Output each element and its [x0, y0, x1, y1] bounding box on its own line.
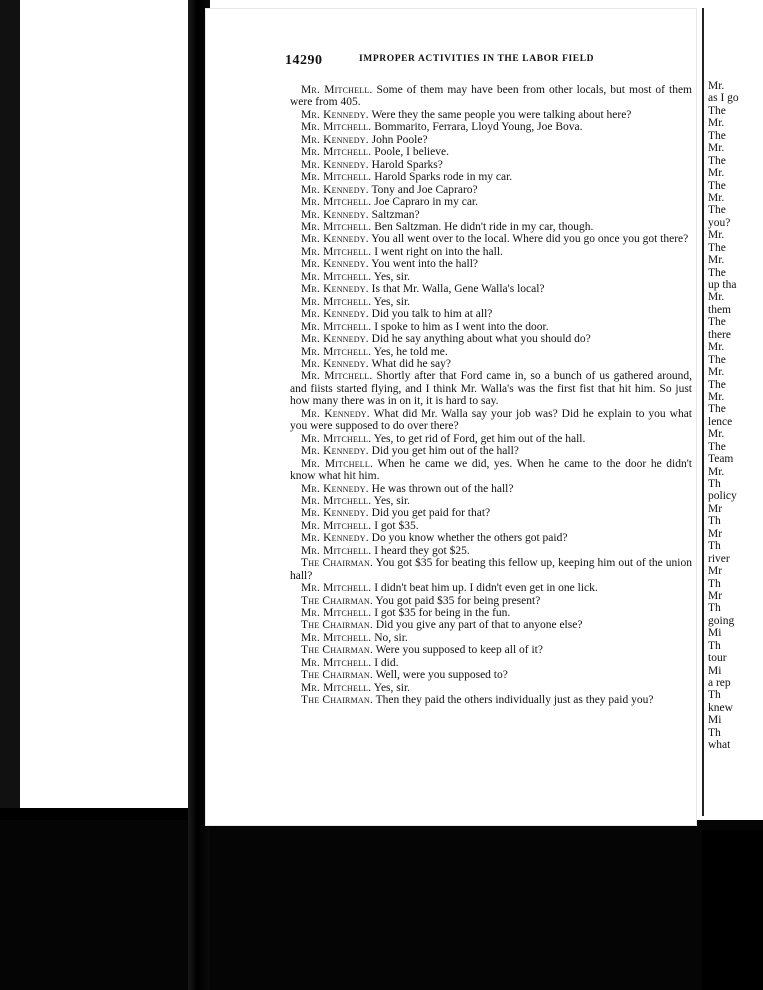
speaker-name: Mr. Kennedy.	[301, 158, 369, 171]
speaker-name: Mr. Mitchell.	[301, 656, 372, 669]
speech-text: What did he say?	[368, 357, 451, 370]
speech-text: Did you get paid for that?	[368, 507, 491, 520]
facing-line: Th	[708, 540, 721, 553]
transcript-paragraph	[290, 358, 692, 370]
facing-line: knew	[708, 701, 733, 714]
speech-text: I didn't beat him up. I didn't even get in one lick.	[371, 582, 598, 595]
facing-line: a rep	[708, 677, 731, 689]
facing-line: Mi	[708, 627, 722, 640]
speech-text: Is that Mr. Walla, Gene Walla's local?	[368, 283, 545, 296]
speaker-name: Mr. Mitchell.	[301, 295, 372, 308]
transcript-paragraph	[290, 171, 692, 183]
transcript-paragraph	[290, 84, 692, 109]
facing-line: Mr.	[708, 229, 725, 242]
speech-text: He was thrown out of the hall?	[368, 482, 514, 495]
speech-text: Well, were you supposed to?	[372, 669, 508, 682]
transcript-paragraph	[290, 134, 692, 146]
speech-text: I got $35.	[371, 519, 419, 532]
facing-line: going	[708, 614, 735, 627]
transcript-paragraph	[290, 109, 692, 121]
speaker-name: Mr. Kennedy.	[301, 308, 369, 321]
facing-line: you?	[708, 216, 731, 229]
speaker-name: Mr. Kennedy.	[301, 208, 369, 221]
facing-line: policy	[708, 490, 737, 503]
speaker-name: Mr. Mitchell.	[301, 270, 372, 283]
speech-text: Did you get him out of the hall?	[368, 445, 519, 458]
transcript-paragraph	[290, 233, 692, 245]
speaker-name: Mr. Mitchell.	[301, 171, 372, 184]
speech-text: You went into the hall?	[368, 258, 479, 271]
transcript-paragraph	[290, 209, 692, 221]
facing-line: Mr.	[708, 254, 725, 267]
speaker-name: Mr. Mitchell.	[301, 121, 372, 134]
speech-text: When he came we did, yes. When he came to the door he didn't know what hit him.	[290, 457, 692, 483]
transcript-paragraph	[290, 433, 692, 445]
scan-bottom-margin	[0, 820, 763, 990]
transcript-paragraph	[290, 545, 692, 557]
page-number: 14290	[285, 53, 323, 68]
speaker-name: Mr. Mitchell.	[301, 631, 372, 644]
scan-bottom-right	[702, 830, 763, 990]
speech-text: Did you give any part of that to anyone else?	[372, 619, 583, 632]
speech-text: Poole, I believe.	[371, 146, 449, 159]
speaker-name: Mr. Mitchell.	[301, 196, 372, 209]
facing-line: Th	[708, 478, 721, 490]
speech-text: You all went over to the local. Where did you go once you got there?	[368, 233, 689, 246]
transcript-paragraph	[290, 370, 692, 407]
speech-text: Ben Saltzman. He didn't ride in my car, though.	[371, 220, 594, 233]
speech-text: You got $35 for beating this fellow up, keeping him out of the union hall?	[290, 557, 692, 582]
speaker-name: Mr. Mitchell.	[301, 582, 372, 595]
speaker-name: Mr. Kennedy.	[301, 507, 369, 520]
transcript-paragraph	[290, 296, 692, 308]
facing-line: Mr.	[708, 465, 725, 478]
facing-line: The	[708, 204, 726, 217]
transcript-paragraph	[290, 483, 692, 495]
facing-line: Mr	[708, 565, 723, 578]
transcript-paragraph	[290, 657, 692, 669]
facing-line: Th	[708, 577, 721, 590]
speaker-name: Mr. Mitchell.	[301, 681, 372, 694]
facing-line: The	[708, 179, 726, 192]
facing-line: The	[708, 353, 726, 366]
speech-text: Harold Sparks rode in my car.	[371, 171, 513, 184]
speaker-name: Mr. Kennedy.	[301, 258, 369, 271]
facing-line: Th	[708, 602, 721, 615]
facing-line: The	[708, 129, 726, 142]
transcript-paragraph	[290, 507, 692, 519]
running-title: IMPROPER ACTIVITIES IN THE LABOR FIELD	[359, 54, 595, 64]
speech-text: Did he say anything about what you should do?	[368, 333, 591, 346]
speaker-name: Mr. Kennedy.	[301, 108, 369, 121]
speaker-name: Mr. Mitchell.	[301, 370, 373, 383]
transcript-paragraph	[290, 669, 692, 681]
facing-line: lence	[708, 415, 733, 428]
facing-line: Mr.	[708, 167, 725, 180]
speaker-name: Mr. Mitchell.	[301, 519, 372, 532]
transcript-paragraph	[290, 258, 692, 270]
transcript-paragraph	[290, 308, 692, 320]
facing-line: Mi	[708, 664, 722, 677]
speech-text: I got $35 for being in the fun.	[371, 607, 511, 620]
speech-text: Yes, sir.	[371, 270, 411, 283]
transcript-body	[290, 84, 692, 707]
transcript-paragraph	[290, 694, 692, 706]
speech-text: Tony and Joe Capraro?	[368, 183, 478, 196]
speaker-name: Mr. Kennedy.	[301, 233, 369, 246]
facing-line: Mr.	[708, 390, 725, 403]
facing-line: Mi	[708, 714, 722, 727]
document-page	[205, 8, 697, 826]
speech-text: Were they the same people you were talking about here?	[368, 108, 632, 121]
facing-page-text	[708, 80, 763, 752]
transcript-paragraph	[290, 271, 692, 283]
transcript-paragraph	[290, 582, 692, 594]
facing-line: Mr.	[708, 142, 725, 155]
transcript-paragraph	[290, 445, 692, 457]
speech-text: Then they paid the others individually just as they paid you?	[372, 694, 654, 707]
transcript-paragraph	[290, 184, 692, 196]
facing-line: what	[708, 739, 731, 752]
speech-text: Yes, sir.	[371, 295, 411, 308]
speaker-name: Mr. Mitchell.	[301, 84, 373, 96]
transcript-paragraph	[290, 595, 692, 607]
speech-text: I spoke to him as I went into the door.	[371, 320, 549, 333]
facing-line: The	[708, 378, 726, 391]
transcript-paragraph	[290, 283, 692, 295]
speaker-name: Mr. Mitchell.	[301, 220, 372, 233]
speaker-name: Mr. Mitchell.	[301, 432, 372, 445]
speech-text: Some of them may have been from other locals, but most of them were from 405.	[290, 84, 692, 109]
facing-line: Team	[708, 453, 734, 466]
transcript-paragraph	[290, 632, 692, 644]
speaker-name: Mr. Kennedy.	[301, 357, 369, 370]
speaker-name: Mr. Mitchell.	[301, 345, 372, 358]
speaker-name: Mr. Kennedy.	[301, 532, 369, 545]
transcript-paragraph	[290, 607, 692, 619]
facing-line: The	[708, 403, 726, 416]
facing-line: The	[708, 104, 726, 117]
facing-line: tour	[708, 652, 727, 665]
speech-text: Do you know whether the others got paid?	[368, 532, 568, 545]
transcript-paragraph	[290, 458, 692, 483]
speech-text: Yes, to get rid of Ford, get him out of the hall.	[371, 432, 586, 445]
facing-line: Mr.	[708, 291, 725, 304]
facing-line: The	[708, 440, 726, 453]
speech-text: John Poole?	[368, 133, 428, 146]
speech-text: Joe Capraro in my car.	[371, 196, 479, 209]
transcript-paragraph	[290, 346, 692, 358]
facing-line: Mr.	[708, 117, 725, 130]
speech-text: Harold Sparks?	[368, 158, 443, 171]
previous-page-edge	[20, 8, 190, 808]
speech-text: I went right on into the hall.	[371, 245, 503, 258]
speech-text: Yes, sir.	[371, 681, 411, 694]
transcript-paragraph	[290, 196, 692, 208]
speech-text: I did.	[371, 656, 399, 669]
transcript-paragraph	[290, 532, 692, 544]
speaker-name: Mr. Kennedy.	[301, 407, 370, 420]
transcript-paragraph	[290, 619, 692, 631]
speech-text: Bommarito, Ferrara, Lloyd Young, Joe Bova.	[371, 121, 583, 134]
facing-line: Mr.	[708, 428, 725, 441]
facing-line: there	[708, 328, 731, 341]
speaker-name: Mr. Mitchell.	[301, 494, 372, 507]
transcript-paragraph	[290, 246, 692, 258]
transcript-paragraph	[290, 159, 692, 171]
speech-text: You got paid $35 for being present?	[372, 594, 541, 607]
facing-line: them	[708, 303, 731, 316]
facing-line: Mr	[708, 527, 723, 540]
transcript-paragraph	[290, 682, 692, 694]
transcript-paragraph	[290, 644, 692, 656]
facing-line: river	[708, 552, 730, 565]
speech-text: What did Mr. Walla say your job was? Did he explain to you what you were supposed to do over there?	[290, 407, 692, 433]
speech-text: Shortly after that Ford came in, so a bunch of us gathered around, and fiists started flying, and I think Mr. Walla's was the first fist that hit him. So just how many there was in on it, it is hard to say.	[290, 370, 692, 408]
transcript-paragraph	[290, 146, 692, 158]
speech-text: Saltzman?	[368, 208, 420, 221]
speaker-name: Mr. Kennedy.	[301, 133, 369, 146]
speaker-name: Mr. Kennedy.	[301, 482, 369, 495]
speaker-name: The Chairman.	[301, 694, 373, 707]
speech-text: Were you supposed to keep all of it?	[372, 644, 543, 657]
speaker-name: Mr. Mitchell.	[301, 457, 374, 470]
facing-line: as I go	[708, 92, 739, 105]
facing-line: The	[708, 241, 726, 254]
facing-line: Th	[708, 726, 721, 739]
speaker-name: Mr. Kennedy.	[301, 283, 369, 296]
speech-text: Did you talk to him at all?	[368, 308, 493, 321]
speaker-name: The Chairman.	[301, 594, 373, 607]
transcript-paragraph	[290, 495, 692, 507]
facing-page-edge	[702, 8, 763, 816]
transcript-paragraph	[290, 321, 692, 333]
facing-line: Mr.	[708, 191, 725, 204]
speaker-name: The Chairman.	[301, 557, 374, 570]
speech-text: No, sir.	[371, 631, 408, 644]
speaker-name: The Chairman.	[301, 644, 373, 657]
facing-line: The	[708, 154, 726, 167]
facing-line: Mr	[708, 502, 723, 515]
speaker-name: Mr. Mitchell.	[301, 607, 372, 620]
facing-line: Th	[708, 515, 721, 528]
speaker-name: Mr. Kennedy.	[301, 183, 369, 196]
transcript-paragraph	[290, 520, 692, 532]
facing-line: Mr.	[708, 366, 725, 379]
page-header	[285, 52, 705, 69]
facing-line: Th	[708, 639, 721, 652]
speaker-name: The Chairman.	[301, 669, 373, 682]
speaker-name: The Chairman.	[301, 619, 373, 632]
speaker-name: Mr. Kennedy.	[301, 445, 369, 458]
transcript-paragraph	[290, 221, 692, 233]
facing-line: The	[708, 316, 726, 329]
transcript-paragraph	[290, 408, 692, 433]
speech-text: I heard they got $25.	[371, 544, 470, 557]
facing-line: up tha	[708, 279, 737, 291]
facing-line: Mr.	[708, 80, 725, 92]
speaker-name: Mr. Mitchell.	[301, 146, 372, 159]
facing-line: Mr	[708, 589, 723, 602]
speech-text: Yes, sir.	[371, 494, 411, 507]
speaker-name: Mr. Mitchell.	[301, 544, 372, 557]
speaker-name: Mr. Mitchell.	[301, 320, 372, 333]
transcript-paragraph	[290, 557, 692, 582]
transcript-paragraph	[290, 121, 692, 133]
speech-text: Yes, he told me.	[371, 345, 448, 358]
speaker-name: Mr. Kennedy.	[301, 333, 369, 346]
facing-line: Th	[708, 689, 721, 702]
transcript-paragraph	[290, 333, 692, 345]
facing-line: Mr.	[708, 341, 725, 354]
speaker-name: Mr. Mitchell.	[301, 245, 372, 258]
facing-line: The	[708, 266, 726, 279]
